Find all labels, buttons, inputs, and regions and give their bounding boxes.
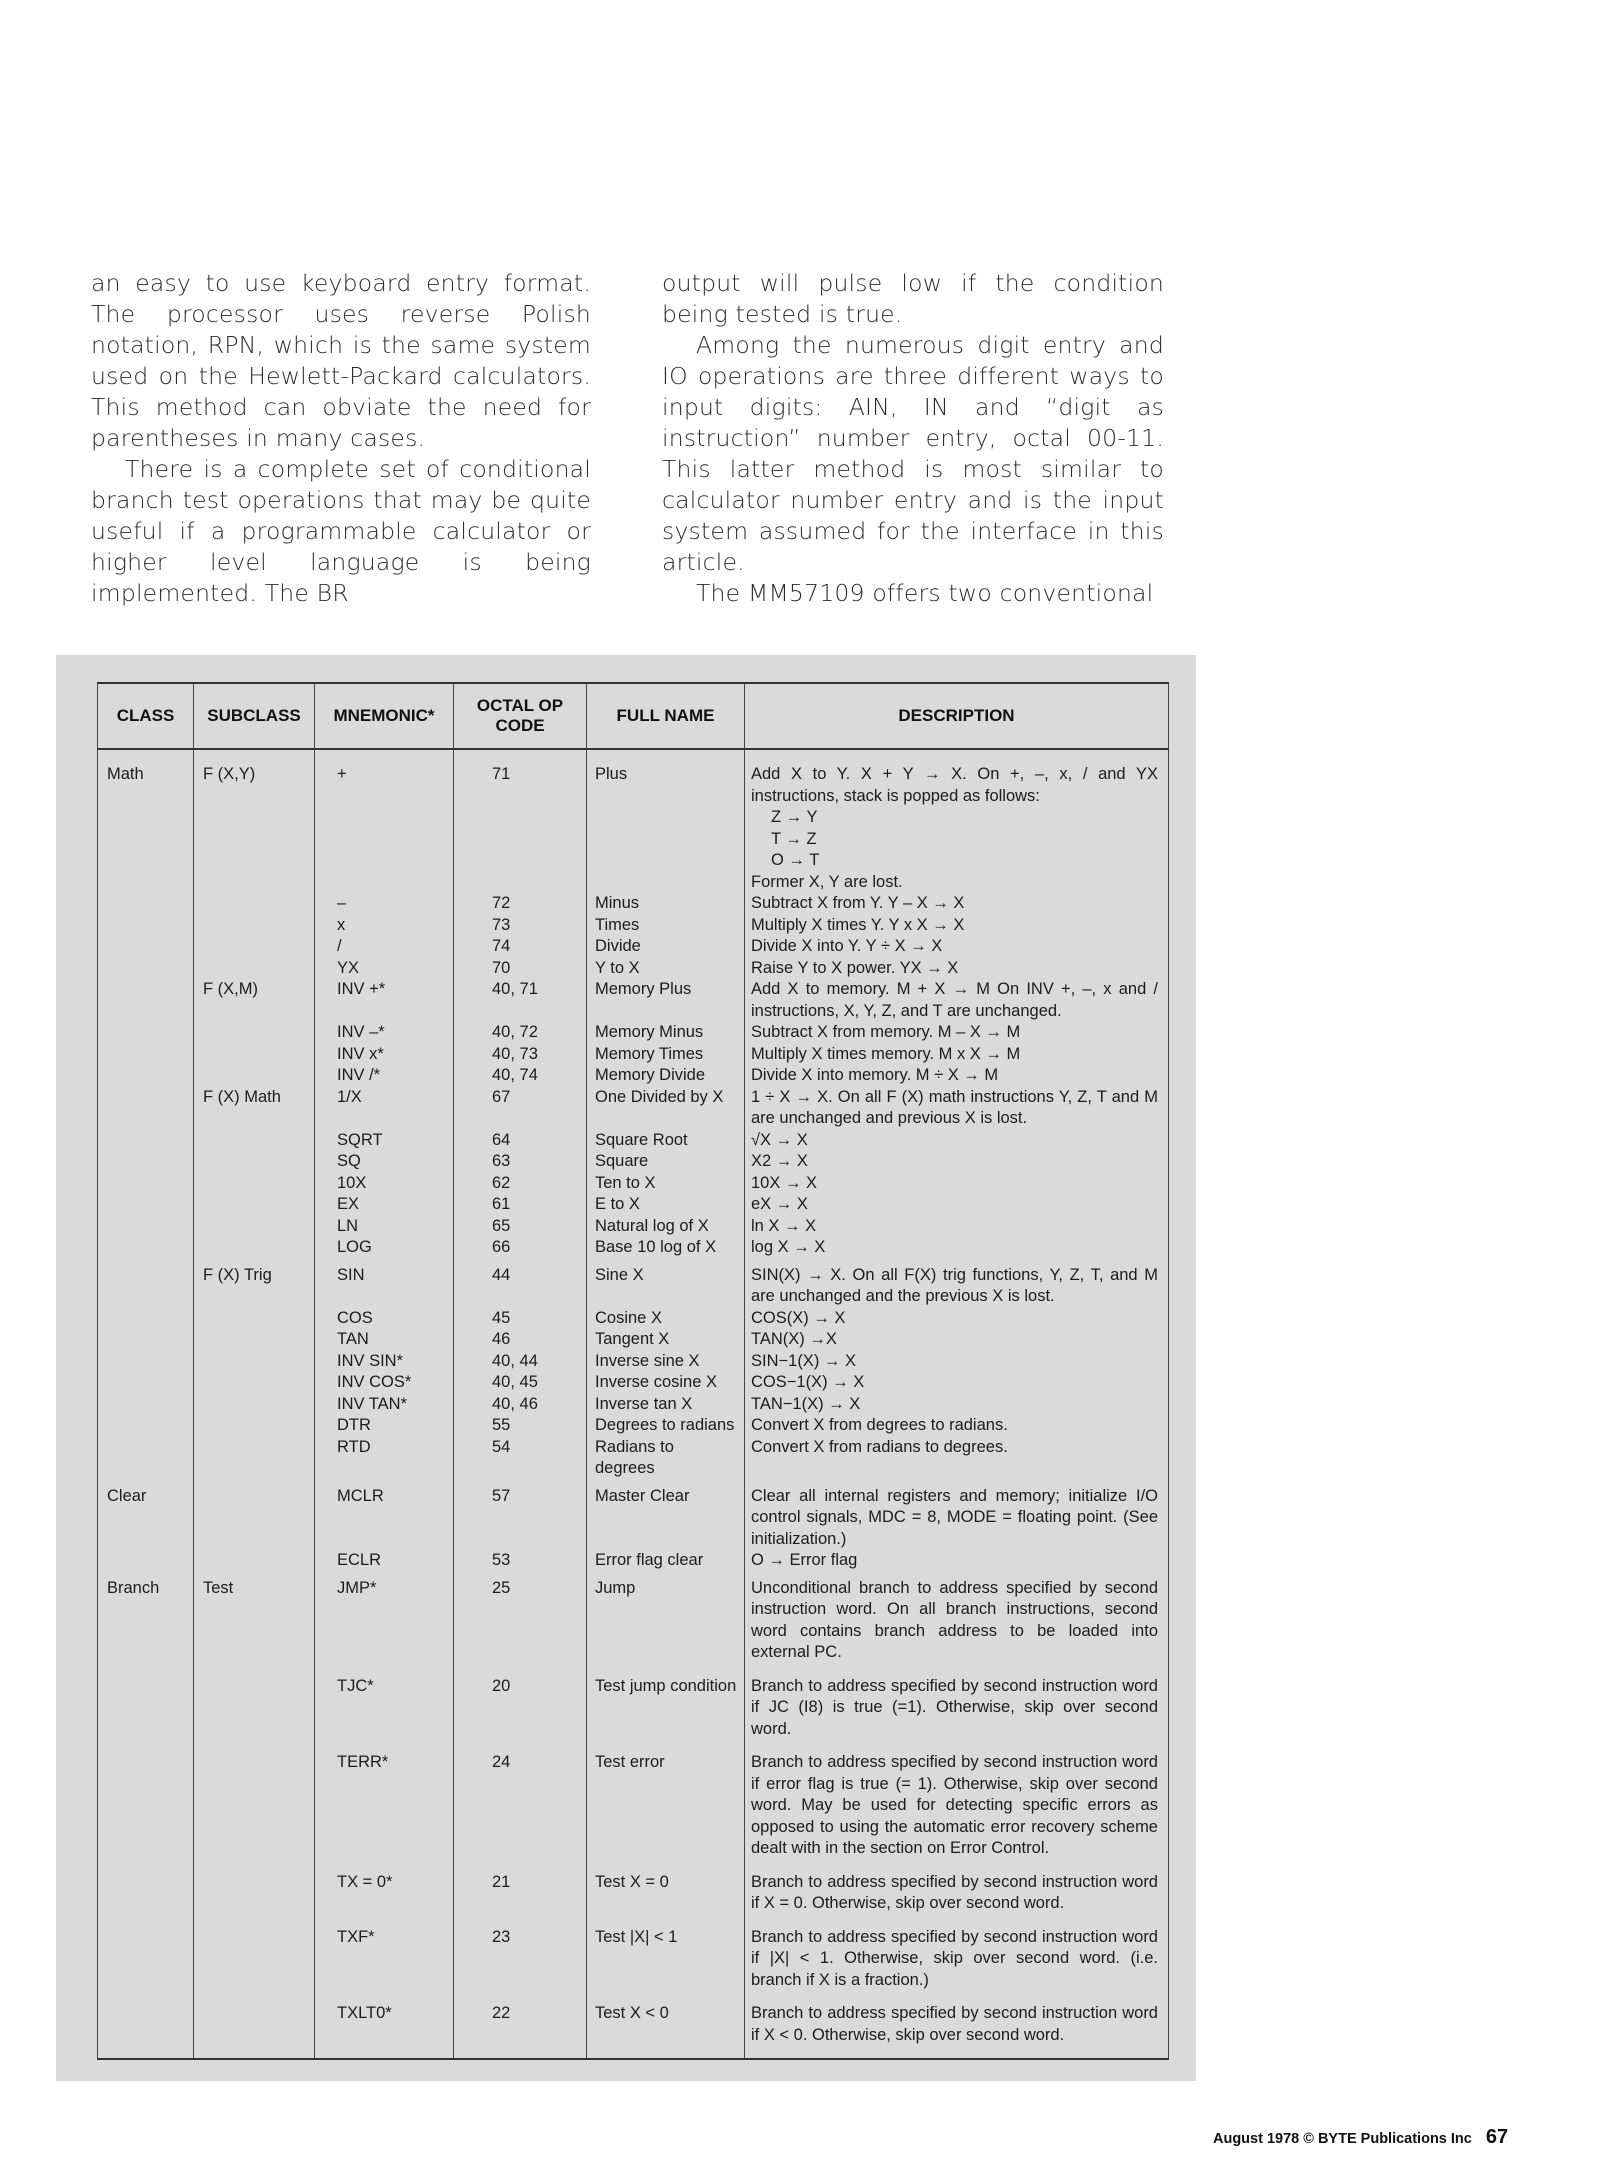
publication-credit: August 1978 © BYTE Publications Inc: [1213, 2131, 1472, 2147]
table-row: [98, 1664, 1169, 1741]
full-name-cell: Cosine X: [587, 1308, 745, 1330]
mnemonic-cell: YX: [315, 958, 454, 980]
mnemonic-cell: LN: [315, 1216, 454, 1238]
mnemonic-cell: EX: [315, 1194, 454, 1216]
description-text: 10X → X: [751, 1173, 818, 1192]
octal-code-cell: 71: [454, 749, 587, 893]
full-name-cell: Ten to X: [587, 1173, 745, 1195]
class-cell: [98, 1860, 194, 1915]
full-name-cell: E to X: [587, 1194, 745, 1216]
table-row: [98, 1259, 1169, 1308]
full-name-cell: Radians to degrees: [587, 1437, 745, 1480]
subclass-cell: F (X,M): [194, 979, 315, 1022]
mnemonic-cell: INV /*: [315, 1065, 454, 1087]
description-cell: [745, 1087, 1169, 1130]
description-cell: [745, 915, 1169, 937]
class-cell: [98, 1308, 194, 1330]
mnemonic-cell: INV COS*: [315, 1372, 454, 1394]
octal-code-cell: 21: [454, 1860, 587, 1915]
description-text: log X → X: [751, 1238, 826, 1256]
class-cell: [98, 915, 194, 937]
header-full-name: FULL NAME: [587, 683, 745, 749]
table-row: [98, 1915, 1169, 1992]
full-name-cell: Memory Times: [587, 1044, 745, 1066]
class-cell: [98, 1065, 194, 1087]
mnemonic-cell: TXF*: [315, 1915, 454, 1992]
description-text: Unconditional branch to address specified by second instruction word. On all branch instructions, second word contains branch address to be loaded into external PC.: [751, 1578, 1158, 1661]
octal-code-cell: 67: [454, 1087, 587, 1130]
description-text: Branch to address specified by second instruction word if error flag is true (= 1). Otherwise, skip over second word. May be used for detecting specific errors as opposed to using the automatic error recovery scheme dealt with in the section on Error Control.: [751, 1753, 1158, 1857]
description-text: Add X to Y. X + Y → X. On +, –, x, / and YX instructions, stack is popped as follows:: [751, 765, 1158, 805]
subclass-cell: [194, 1308, 315, 1330]
table-row: [98, 1329, 1169, 1351]
mnemonic-cell: LOG: [315, 1237, 454, 1259]
mnemonic-cell: RTD: [315, 1437, 454, 1480]
mnemonic-cell: 10X: [315, 1173, 454, 1195]
subclass-cell: [194, 893, 315, 915]
table-row: [98, 958, 1169, 980]
full-name-cell: Divide: [587, 936, 745, 958]
mnemonic-cell: JMP*: [315, 1572, 454, 1664]
subclass-cell: [194, 1915, 315, 1992]
description-cell: [745, 1480, 1169, 1551]
stack-pop-line: Z → Y: [771, 808, 818, 826]
description-cell: [745, 1740, 1169, 1860]
article-column-right: [662, 268, 1164, 609]
subclass-cell: [194, 1415, 315, 1437]
mnemonic-cell: 1/X: [315, 1087, 454, 1130]
class-cell: [98, 1372, 194, 1394]
octal-code-cell: 64: [454, 1130, 587, 1152]
class-cell: [98, 1087, 194, 1130]
table-row: [98, 1130, 1169, 1152]
class-cell: Clear: [107, 1486, 147, 1505]
description-text: Branch to address specified by second instruction word if X = 0. Otherwise, skip over second word.: [751, 1872, 1158, 1912]
description-text: Branch to address specified by second instruction word if X < 0. Otherwise, skip over second word.: [751, 2004, 1158, 2044]
octal-code-cell: 40, 45: [454, 1372, 587, 1394]
description-text: SIN(X) → X. On all F(X) trig functions, Y, Z, T, and M are unchanged and the previous X is lost.: [751, 1265, 1158, 1305]
octal-code-cell: 40, 46: [454, 1394, 587, 1416]
class-cell: [98, 1151, 194, 1173]
table-row: [98, 1991, 1169, 2059]
description-cell: [745, 1372, 1169, 1394]
description-text: TAN(X) →X: [751, 1330, 837, 1348]
table-row: [98, 1087, 1169, 1130]
class-cell: Branch: [107, 1578, 160, 1597]
description-cell: [745, 979, 1169, 1022]
full-name-cell: Square: [587, 1151, 745, 1173]
subclass-cell: [194, 1351, 315, 1373]
class-cell: [98, 1130, 194, 1152]
subclass-cell: [194, 958, 315, 980]
subclass-cell: [194, 1437, 315, 1480]
table-row: [98, 1740, 1169, 1860]
table-body: [98, 749, 1169, 2059]
class-cell: [98, 979, 194, 1022]
description-cell: [745, 1664, 1169, 1741]
subclass-cell: [194, 1173, 315, 1195]
octal-code-cell: 23: [454, 1915, 587, 1992]
octal-code-cell: 65: [454, 1216, 587, 1238]
header-subclass: SUBCLASS: [194, 683, 315, 749]
class-cell: [98, 1915, 194, 1992]
octal-code-cell: 24: [454, 1740, 587, 1860]
table-row: [98, 1065, 1169, 1087]
subclass-cell: [194, 1151, 315, 1173]
subclass-cell: [194, 1216, 315, 1238]
mnemonic-cell: TERR*: [315, 1740, 454, 1860]
octal-code-cell: 45: [454, 1308, 587, 1330]
class-cell: [98, 1415, 194, 1437]
mnemonic-cell: /: [315, 936, 454, 958]
table-row: [98, 1044, 1169, 1066]
description-cell: [745, 893, 1169, 915]
description-cell: [745, 1130, 1169, 1152]
subclass-cell: [194, 936, 315, 958]
description-cell: [745, 749, 1169, 893]
table-row: [98, 1308, 1169, 1330]
table-row: [98, 1237, 1169, 1259]
table-row: [98, 979, 1169, 1022]
octal-code-cell: 40, 71: [454, 979, 587, 1022]
subclass-cell: [194, 1022, 315, 1044]
description-cell: [745, 958, 1169, 980]
subclass-cell: [194, 915, 315, 937]
octal-code-cell: 72: [454, 893, 587, 915]
class-cell: [98, 1022, 194, 1044]
table-row: [98, 1216, 1169, 1238]
description-text: Convert X from degrees to radians.: [751, 1416, 1008, 1434]
class-cell: [98, 936, 194, 958]
class-cell: [98, 1437, 194, 1480]
full-name-cell: Degrees to radians: [587, 1415, 745, 1437]
paragraph: Among the numerous digit entry and IO operations are three different ways to input digits: AIN, IN and “digit as instruction” number entry, octal 00-11. This latter method is most similar to calculator number entry and is the input system assumed for the interface in this article.: [662, 331, 1164, 576]
table-row: [98, 1173, 1169, 1195]
table-row: [98, 1372, 1169, 1394]
mnemonic-cell: INV SIN*: [315, 1351, 454, 1373]
full-name-cell: Times: [587, 915, 745, 937]
subclass-cell: [194, 1394, 315, 1416]
description-cell: [745, 1915, 1169, 1992]
paragraph: output will pulse low if the condition being tested is true.: [662, 269, 1164, 328]
mnemonic-cell: INV TAN*: [315, 1394, 454, 1416]
mnemonic-cell: –: [315, 893, 454, 915]
octal-code-cell: 62: [454, 1173, 587, 1195]
description-text: TAN−1(X) → X: [751, 1394, 861, 1413]
mnemonic-cell: SQRT: [315, 1130, 454, 1152]
mnemonic-cell: SQ: [315, 1151, 454, 1173]
class-cell: [98, 893, 194, 915]
full-name-cell: Square Root: [587, 1130, 745, 1152]
full-name-cell: Plus: [587, 749, 745, 893]
octal-code-cell: 40, 72: [454, 1022, 587, 1044]
description-text: Multiply X times memory. M x X → M: [751, 1044, 1021, 1063]
description-cell: [745, 1237, 1169, 1259]
description-text: eX → X: [751, 1195, 808, 1213]
table-row: [98, 1860, 1169, 1915]
header-class: CLASS: [98, 683, 194, 749]
subclass-cell: [194, 1065, 315, 1087]
subclass-cell: [194, 1550, 315, 1572]
table-row: [98, 915, 1169, 937]
instruction-table: [97, 682, 1169, 2060]
table-row: [98, 1480, 1169, 1551]
description-text: SIN−1(X) → X: [751, 1351, 856, 1370]
mnemonic-cell: INV –*: [315, 1022, 454, 1044]
class-cell: [98, 1194, 194, 1216]
class-cell: [98, 1991, 194, 2059]
subclass-cell: [194, 1480, 315, 1551]
mnemonic-cell: COS: [315, 1308, 454, 1330]
full-name-cell: Inverse sine X: [587, 1351, 745, 1373]
description-cell: [745, 1550, 1169, 1572]
subclass-cell: Test: [194, 1572, 315, 1664]
description-cell: [745, 1415, 1169, 1437]
class-cell: Math: [107, 765, 144, 783]
header-description: DESCRIPTION: [745, 683, 1169, 749]
mnemonic-cell: x: [315, 915, 454, 937]
table-row: [98, 1151, 1169, 1173]
full-name-cell: Inverse tan X: [587, 1394, 745, 1416]
description-text: COS−1(X) → X: [751, 1373, 865, 1391]
class-cell: [98, 1351, 194, 1373]
mnemonic-cell: +: [315, 749, 454, 893]
octal-code-cell: 73: [454, 915, 587, 937]
full-name-cell: Test |X| < 1: [587, 1915, 745, 1992]
description-cell: [745, 1259, 1169, 1308]
full-name-cell: Memory Plus: [587, 979, 745, 1022]
full-name-cell: One Divided by X: [587, 1087, 745, 1130]
subclass-cell: [194, 1664, 315, 1741]
mnemonic-cell: SIN: [315, 1259, 454, 1308]
description-text: Branch to address specified by second instruction word if JC (I8) is true (=1). Otherwise, skip over second word.: [751, 1676, 1158, 1738]
full-name-cell: Memory Divide: [587, 1065, 745, 1087]
class-cell: [98, 1237, 194, 1259]
description-cell: [745, 1151, 1169, 1173]
table-row: [98, 893, 1169, 915]
table-header-row: [98, 683, 1169, 749]
description-cell: [745, 1216, 1169, 1238]
description-text: Branch to address specified by second instruction word if |X| < 1. Otherwise, skip over second word. (i.e. branch if X is a fraction.): [751, 1927, 1158, 1989]
octal-code-cell: 40, 44: [454, 1351, 587, 1373]
octal-code-cell: 46: [454, 1329, 587, 1351]
description-text: Clear all internal registers and memory; initialize I/O control signals, MDC = 8, MODE = floating point. (See initialization.): [751, 1486, 1158, 1548]
description-cell: [745, 1065, 1169, 1087]
full-name-cell: Master Clear: [587, 1480, 745, 1551]
paragraph: The MM57109 offers two conventional: [696, 579, 1154, 607]
table-row: [98, 1351, 1169, 1373]
description-text: 1 ÷ X → X. On all F (X) math instructions Y, Z, T and M are unchanged and previous X is lost.: [751, 1087, 1158, 1127]
class-cell: [98, 1329, 194, 1351]
octal-code-cell: 74: [454, 936, 587, 958]
full-name-cell: Jump: [587, 1572, 745, 1664]
class-cell: [98, 1173, 194, 1195]
table-row: [98, 936, 1169, 958]
table-row: [98, 749, 1169, 893]
class-cell: [98, 1259, 194, 1308]
subclass-cell: [194, 1237, 315, 1259]
header-octal-op-code: OCTAL OP CODE: [454, 683, 587, 749]
subclass-cell: [194, 1991, 315, 2059]
full-name-cell: Test jump condition: [587, 1664, 745, 1741]
description-cell: [745, 1991, 1169, 2059]
mnemonic-cell: MCLR: [315, 1480, 454, 1551]
description-text: Add X to memory. M + X → M On INV +, –, x and / instructions, X, Y, Z, and T are unchanged.: [751, 980, 1158, 1020]
description-text: ln X → X: [751, 1216, 817, 1235]
description-cell: [745, 936, 1169, 958]
octal-code-cell: 44: [454, 1259, 587, 1308]
description-cell: [745, 1044, 1169, 1066]
description-text: COS(X) → X: [751, 1308, 846, 1327]
stack-pop-line: O → T: [771, 851, 820, 869]
page-number: 67: [1485, 2126, 1509, 2148]
octal-code-cell: 66: [454, 1237, 587, 1259]
table-row: [98, 1550, 1169, 1572]
octal-code-cell: 57: [454, 1480, 587, 1551]
full-name-cell: Test error: [587, 1740, 745, 1860]
table-row: [98, 1437, 1169, 1480]
description-cell: [745, 1394, 1169, 1416]
description-text: √X → X: [751, 1130, 808, 1149]
full-name-cell: Natural log of X: [587, 1216, 745, 1238]
octal-code-cell: 53: [454, 1550, 587, 1572]
subclass-cell: [194, 1130, 315, 1152]
mnemonic-cell: INV +*: [315, 979, 454, 1022]
description-text: Raise Y to X power. YX → X: [751, 958, 959, 977]
class-cell: [98, 1394, 194, 1416]
page-footer: [1213, 2126, 1508, 2149]
table-row: [98, 1022, 1169, 1044]
table-row: [98, 1394, 1169, 1416]
class-cell: [98, 1664, 194, 1741]
subclass-cell: F (X,Y): [194, 749, 315, 893]
full-name-cell: Base 10 log of X: [587, 1237, 745, 1259]
subclass-cell: [194, 1194, 315, 1216]
subclass-cell: F (X) Trig: [194, 1259, 315, 1308]
description-text: Divide X into memory. M ÷ X → M: [751, 1066, 999, 1084]
full-name-cell: Test X = 0: [587, 1860, 745, 1915]
subclass-cell: [194, 1044, 315, 1066]
full-name-cell: Error flag clear: [587, 1550, 745, 1572]
stack-pop-line: T → Z: [771, 829, 817, 848]
octal-code-cell: 25: [454, 1572, 587, 1664]
full-name-cell: Inverse cosine X: [587, 1372, 745, 1394]
mnemonic-cell: TXLT0*: [315, 1991, 454, 2059]
description-cell: [745, 1022, 1169, 1044]
subclass-cell: [194, 1329, 315, 1351]
mnemonic-cell: ECLR: [315, 1550, 454, 1572]
description-cell: [745, 1194, 1169, 1216]
octal-code-cell: 70: [454, 958, 587, 980]
article-column-left: [91, 268, 591, 609]
octal-code-cell: 55: [454, 1415, 587, 1437]
description-cell: [745, 1572, 1169, 1664]
table-row: [98, 1194, 1169, 1216]
description-note: Former X, Y are lost.: [751, 872, 903, 891]
description-cell: [745, 1173, 1169, 1195]
full-name-cell: Tangent X: [587, 1329, 745, 1351]
header-mnemonic: MNEMONIC*: [315, 683, 454, 749]
mnemonic-cell: INV x*: [315, 1044, 454, 1066]
description-cell: [745, 1329, 1169, 1351]
description-text: X2 → X: [751, 1152, 808, 1170]
class-cell: [98, 1216, 194, 1238]
description-text: Multiply X times Y. Y x X → X: [751, 915, 965, 934]
subclass-cell: [194, 1740, 315, 1860]
class-cell: [98, 958, 194, 980]
description-text: Subtract X from memory. M – X → M: [751, 1023, 1021, 1041]
description-cell: [745, 1860, 1169, 1915]
subclass-cell: [194, 1372, 315, 1394]
table-row: [98, 1572, 1169, 1664]
octal-code-cell: 61: [454, 1194, 587, 1216]
description-text: Subtract X from Y. Y – X → X: [751, 894, 965, 912]
octal-code-cell: 40, 73: [454, 1044, 587, 1066]
full-name-cell: Test X < 0: [587, 1991, 745, 2059]
mnemonic-cell: DTR: [315, 1415, 454, 1437]
octal-code-cell: 54: [454, 1437, 587, 1480]
subclass-cell: F (X) Math: [194, 1087, 315, 1130]
octal-code-cell: 20: [454, 1664, 587, 1741]
full-name-cell: Y to X: [587, 958, 745, 980]
full-name-cell: Memory Minus: [587, 1022, 745, 1044]
full-name-cell: Minus: [587, 893, 745, 915]
description-cell: [745, 1308, 1169, 1330]
table-row: [98, 1415, 1169, 1437]
class-cell: [98, 1740, 194, 1860]
paragraph: There is a complete set of conditional branch test operations that may be quite useful if a programmable calculator or higher level language is being implemented. The BR: [91, 455, 591, 607]
class-cell: [98, 1550, 194, 1572]
octal-code-cell: 22: [454, 1991, 587, 2059]
subclass-cell: [194, 1860, 315, 1915]
class-cell: [98, 1044, 194, 1066]
mnemonic-cell: TX = 0*: [315, 1860, 454, 1915]
mnemonic-cell: TJC*: [315, 1664, 454, 1741]
paragraph: an easy to use keyboard entry format. The processor uses reverse Polish notation, RPN, which is the same system used on the Hewlett-Packard calculators. This method can obviate the need for parentheses in many cases.: [91, 269, 591, 452]
full-name-cell: Sine X: [587, 1259, 745, 1308]
description-text: O → Error flag: [751, 1551, 858, 1569]
octal-code-cell: 40, 74: [454, 1065, 587, 1087]
mnemonic-cell: TAN: [315, 1329, 454, 1351]
description-text: Convert X from radians to degrees.: [751, 1437, 1008, 1456]
octal-code-cell: 63: [454, 1151, 587, 1173]
description-cell: [745, 1437, 1169, 1480]
description-text: Divide X into Y. Y ÷ X → X: [751, 937, 943, 955]
description-cell: [745, 1351, 1169, 1373]
